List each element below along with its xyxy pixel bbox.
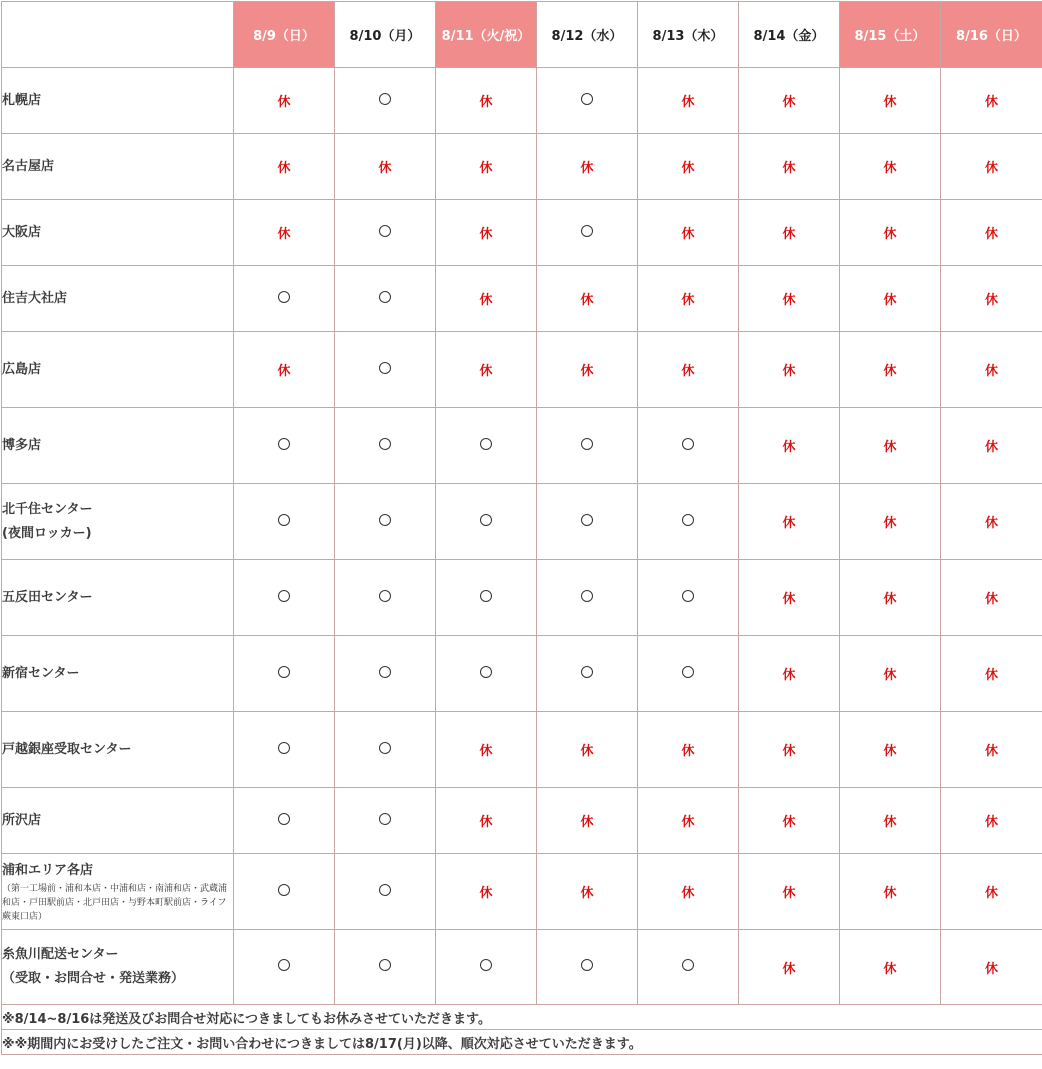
closed-mark: 休 <box>984 744 998 759</box>
closed-cell <box>840 134 941 200</box>
open-circle-icon <box>278 666 290 678</box>
closed-cell <box>436 134 537 200</box>
open-circle-icon <box>581 959 593 971</box>
open-cell <box>537 484 638 560</box>
closed-cell <box>234 134 335 200</box>
open-circle-icon <box>581 514 593 526</box>
open-cell <box>234 408 335 484</box>
open-cell <box>335 930 436 1005</box>
open-circle-icon <box>581 438 593 450</box>
open-circle-icon <box>682 590 694 602</box>
store-branch-list: （第一工場前・浦和本店・中浦和店・南浦和店・武蔵浦和店・戸田駅前店・北戸田店・与野本町駅前店・ライフ蕨東口店） <box>2 884 228 922</box>
closed-cell <box>840 408 941 484</box>
closed-mark: 休 <box>984 227 998 242</box>
store-row <box>2 854 1042 930</box>
store-name: 大阪店 <box>2 225 42 240</box>
open-cell <box>335 854 436 930</box>
closed-cell <box>537 712 638 788</box>
open-cell <box>234 930 335 1005</box>
store-name: 新宿センター <box>2 666 80 681</box>
closed-cell <box>941 484 1042 560</box>
closed-mark: 休 <box>984 95 998 110</box>
closed-cell <box>840 788 941 854</box>
closed-mark: 休 <box>479 364 493 379</box>
closed-mark: 休 <box>277 95 291 110</box>
store-row <box>2 408 1042 484</box>
closed-mark: 休 <box>681 293 695 308</box>
closed-mark: 休 <box>681 364 695 379</box>
closed-mark: 休 <box>681 161 695 176</box>
closed-cell <box>436 68 537 134</box>
closed-cell <box>436 332 537 408</box>
store-subtitle: （受取・お問合せ・発送業務） <box>2 971 185 986</box>
open-circle-icon <box>682 959 694 971</box>
closed-mark: 休 <box>782 227 796 242</box>
closed-cell <box>840 200 941 266</box>
store-row <box>2 712 1042 788</box>
closed-cell <box>840 930 941 1005</box>
closed-mark: 休 <box>883 668 897 683</box>
open-cell <box>638 636 739 712</box>
closed-mark: 休 <box>277 161 291 176</box>
closed-cell <box>234 200 335 266</box>
open-circle-icon <box>682 438 694 450</box>
closed-mark: 休 <box>883 744 897 759</box>
closed-cell <box>739 636 840 712</box>
closed-mark: 休 <box>782 293 796 308</box>
closed-cell <box>537 854 638 930</box>
open-cell <box>335 636 436 712</box>
closed-mark: 休 <box>681 886 695 901</box>
closed-cell <box>840 68 941 134</box>
closed-mark: 休 <box>782 440 796 455</box>
closed-cell <box>537 788 638 854</box>
open-cell <box>537 68 638 134</box>
store-name-cell <box>2 134 234 200</box>
open-cell <box>638 484 739 560</box>
open-circle-icon <box>682 666 694 678</box>
closed-mark: 休 <box>782 161 796 176</box>
closed-mark: 休 <box>984 886 998 901</box>
closed-cell <box>941 266 1042 332</box>
closed-cell <box>638 134 739 200</box>
open-circle-icon <box>379 514 391 526</box>
closed-cell <box>739 788 840 854</box>
open-circle-icon <box>379 225 391 237</box>
open-circle-icon <box>480 590 492 602</box>
open-cell <box>537 930 638 1005</box>
open-circle-icon <box>379 742 391 754</box>
closed-mark: 休 <box>984 364 998 379</box>
closed-cell <box>537 332 638 408</box>
open-circle-icon <box>379 666 391 678</box>
open-circle-icon <box>278 742 290 754</box>
closed-cell <box>436 788 537 854</box>
closed-mark: 休 <box>883 592 897 607</box>
closed-cell <box>436 200 537 266</box>
closed-mark: 休 <box>580 364 594 379</box>
open-cell <box>234 854 335 930</box>
open-cell <box>537 408 638 484</box>
closed-mark: 休 <box>479 293 493 308</box>
closed-mark: 休 <box>580 886 594 901</box>
closed-mark: 休 <box>681 744 695 759</box>
open-cell <box>537 200 638 266</box>
open-circle-icon <box>278 590 290 602</box>
day-header: 8/11（火/祝） <box>436 2 537 68</box>
closed-mark: 休 <box>883 961 897 977</box>
store-name: 北千住センター <box>2 501 93 517</box>
closed-mark: 休 <box>883 516 897 531</box>
closed-cell <box>739 266 840 332</box>
closed-cell <box>436 854 537 930</box>
closed-cell <box>941 636 1042 712</box>
open-circle-icon <box>480 666 492 678</box>
open-circle-icon <box>379 959 391 971</box>
open-circle-icon <box>480 959 492 971</box>
open-circle-icon <box>581 225 593 237</box>
closed-cell <box>941 200 1042 266</box>
closed-mark: 休 <box>580 744 594 759</box>
closed-mark: 休 <box>277 364 291 379</box>
open-circle-icon <box>278 813 290 825</box>
store-name-cell <box>2 788 234 854</box>
open-circle-icon <box>480 514 492 526</box>
store-row <box>2 200 1042 266</box>
closed-mark: 休 <box>580 161 594 176</box>
store-name-cell <box>2 930 234 1005</box>
closed-mark: 休 <box>883 161 897 176</box>
closed-cell <box>638 788 739 854</box>
open-cell <box>234 636 335 712</box>
open-cell <box>335 560 436 636</box>
closed-mark: 休 <box>479 744 493 759</box>
closed-cell <box>941 332 1042 408</box>
day-header: 8/16（日） <box>941 2 1042 68</box>
open-cell <box>638 560 739 636</box>
closed-mark: 休 <box>883 815 897 830</box>
closed-cell <box>234 68 335 134</box>
closed-mark: 休 <box>883 364 897 379</box>
closed-mark: 休 <box>984 293 998 308</box>
store-name-cell <box>2 854 234 930</box>
store-row <box>2 134 1042 200</box>
closed-cell <box>941 68 1042 134</box>
closed-mark: 休 <box>984 161 998 176</box>
open-cell <box>234 788 335 854</box>
closed-mark: 休 <box>681 95 695 110</box>
closed-mark: 休 <box>883 440 897 455</box>
closed-cell <box>941 788 1042 854</box>
closed-mark: 休 <box>782 886 796 901</box>
closed-cell <box>537 134 638 200</box>
store-name-cell <box>2 636 234 712</box>
closed-mark: 休 <box>681 815 695 830</box>
open-cell <box>436 636 537 712</box>
closed-mark: 休 <box>782 95 796 110</box>
closed-mark: 休 <box>883 293 897 308</box>
closed-mark: 休 <box>580 815 594 830</box>
open-cell <box>234 560 335 636</box>
closed-mark: 休 <box>479 886 493 901</box>
closed-cell <box>638 266 739 332</box>
closed-cell <box>739 854 840 930</box>
closed-cell <box>739 332 840 408</box>
closed-cell <box>739 560 840 636</box>
closed-mark: 休 <box>984 815 998 830</box>
open-cell <box>638 930 739 1005</box>
store-name-cell <box>2 266 234 332</box>
closed-mark: 休 <box>984 668 998 683</box>
store-name: 博多店 <box>2 438 42 453</box>
closed-mark: 休 <box>782 744 796 759</box>
closed-mark: 休 <box>782 592 796 607</box>
closed-cell <box>840 560 941 636</box>
closed-cell <box>739 134 840 200</box>
closed-mark: 休 <box>479 815 493 830</box>
open-circle-icon <box>278 438 290 450</box>
closed-mark: 休 <box>378 161 392 176</box>
open-circle-icon <box>581 93 593 105</box>
closed-cell <box>436 712 537 788</box>
closed-cell <box>739 408 840 484</box>
store-name-cell <box>2 560 234 636</box>
closed-cell <box>941 712 1042 788</box>
closed-mark: 休 <box>782 961 796 977</box>
closed-cell <box>739 484 840 560</box>
store-name-cell <box>2 332 234 408</box>
closed-cell <box>840 332 941 408</box>
store-name-cell <box>2 408 234 484</box>
open-cell <box>335 788 436 854</box>
store-row <box>2 930 1042 1005</box>
day-header: 8/10（月） <box>335 2 436 68</box>
closed-mark: 休 <box>782 668 796 683</box>
closed-mark: 休 <box>984 961 998 977</box>
open-cell <box>234 712 335 788</box>
day-header: 8/12（水） <box>537 2 638 68</box>
store-row <box>2 332 1042 408</box>
closed-cell <box>739 200 840 266</box>
store-name: 名古屋店 <box>2 159 55 174</box>
open-circle-icon <box>379 438 391 450</box>
closed-cell <box>840 266 941 332</box>
open-circle-icon <box>278 291 290 303</box>
closed-mark: 休 <box>681 227 695 242</box>
open-cell <box>234 484 335 560</box>
day-header: 8/13（木） <box>638 2 739 68</box>
open-cell <box>638 408 739 484</box>
footnote: ※8/14~8/16は発送及びお問合せ対応につきましてもお休みさせていただきます。 <box>2 1005 1042 1030</box>
closed-cell <box>739 930 840 1005</box>
open-circle-icon <box>379 884 391 896</box>
open-cell <box>436 930 537 1005</box>
closed-mark: 休 <box>479 95 493 110</box>
store-name-cell <box>2 200 234 266</box>
closed-cell <box>941 930 1042 1005</box>
closed-mark: 休 <box>984 516 998 531</box>
header-row <box>2 2 1042 68</box>
store-subtitle: (夜間ロッカー) <box>2 525 92 541</box>
closed-cell <box>840 636 941 712</box>
store-name: 広島店 <box>2 362 42 377</box>
store-name: 所沢店 <box>2 813 42 828</box>
store-name: 戸越銀座受取センター <box>2 742 132 757</box>
closed-mark: 休 <box>883 95 897 110</box>
open-circle-icon <box>379 362 391 374</box>
closed-mark: 休 <box>984 592 998 607</box>
open-circle-icon <box>379 291 391 303</box>
store-name: 住吉大社店 <box>2 291 68 306</box>
open-cell <box>436 408 537 484</box>
closed-cell <box>941 854 1042 930</box>
store-row <box>2 266 1042 332</box>
closed-cell <box>638 200 739 266</box>
day-header: 8/9（日） <box>234 2 335 68</box>
open-cell <box>335 200 436 266</box>
closed-cell <box>739 712 840 788</box>
closed-cell <box>537 266 638 332</box>
closed-cell <box>638 712 739 788</box>
open-cell <box>335 712 436 788</box>
open-circle-icon <box>379 93 391 105</box>
open-circle-icon <box>379 590 391 602</box>
open-circle-icon <box>278 959 290 971</box>
closed-mark: 休 <box>479 161 493 176</box>
closed-mark: 休 <box>277 227 291 242</box>
closed-cell <box>335 134 436 200</box>
footnote: ※※期間内にお受けしたご注文・お問い合わせにつきましては8/17(月)以降、順次対応させていただきます。 <box>2 1030 1042 1055</box>
closed-cell <box>436 266 537 332</box>
open-cell <box>335 266 436 332</box>
closed-cell <box>941 408 1042 484</box>
store-row <box>2 68 1042 134</box>
open-cell <box>537 560 638 636</box>
open-circle-icon <box>480 438 492 450</box>
store-row <box>2 560 1042 636</box>
closed-mark: 休 <box>883 227 897 242</box>
closed-mark: 休 <box>782 516 796 531</box>
open-cell <box>436 484 537 560</box>
open-circle-icon <box>278 514 290 526</box>
open-cell <box>537 636 638 712</box>
store-name-cell <box>2 68 234 134</box>
open-cell <box>335 484 436 560</box>
closed-cell <box>941 560 1042 636</box>
open-cell <box>335 68 436 134</box>
open-cell <box>335 332 436 408</box>
store-name: 糸魚川配送センター <box>2 947 119 962</box>
store-row <box>2 484 1042 560</box>
corner-cell <box>2 2 234 68</box>
open-cell <box>234 266 335 332</box>
closed-cell <box>840 484 941 560</box>
store-name: 五反田センター <box>2 590 93 605</box>
open-circle-icon <box>581 666 593 678</box>
store-name-cell <box>2 484 234 560</box>
closed-mark: 休 <box>479 227 493 242</box>
closed-mark: 休 <box>782 815 796 830</box>
closed-cell <box>840 712 941 788</box>
closed-mark: 休 <box>782 364 796 379</box>
open-cell <box>335 408 436 484</box>
store-name: 札幌店 <box>2 93 42 108</box>
store-name-cell <box>2 712 234 788</box>
closed-cell <box>638 332 739 408</box>
closed-cell <box>638 68 739 134</box>
closed-mark: 休 <box>580 293 594 308</box>
day-header: 8/14（金） <box>739 2 840 68</box>
closed-cell <box>840 854 941 930</box>
closed-cell <box>941 134 1042 200</box>
closed-cell <box>739 68 840 134</box>
open-cell <box>436 560 537 636</box>
closed-cell <box>638 854 739 930</box>
closed-cell <box>234 332 335 408</box>
closed-mark: 休 <box>984 440 998 455</box>
store-row <box>2 636 1042 712</box>
note-row <box>2 1005 1042 1030</box>
closed-mark: 休 <box>883 886 897 901</box>
store-name: 浦和エリア各店 <box>2 863 94 878</box>
holiday-schedule-table <box>1 1 1042 1055</box>
store-row <box>2 788 1042 854</box>
open-circle-icon <box>682 514 694 526</box>
open-circle-icon <box>278 884 290 896</box>
day-header: 8/15（土） <box>840 2 941 68</box>
note-row <box>2 1030 1042 1055</box>
open-circle-icon <box>379 813 391 825</box>
open-circle-icon <box>581 590 593 602</box>
